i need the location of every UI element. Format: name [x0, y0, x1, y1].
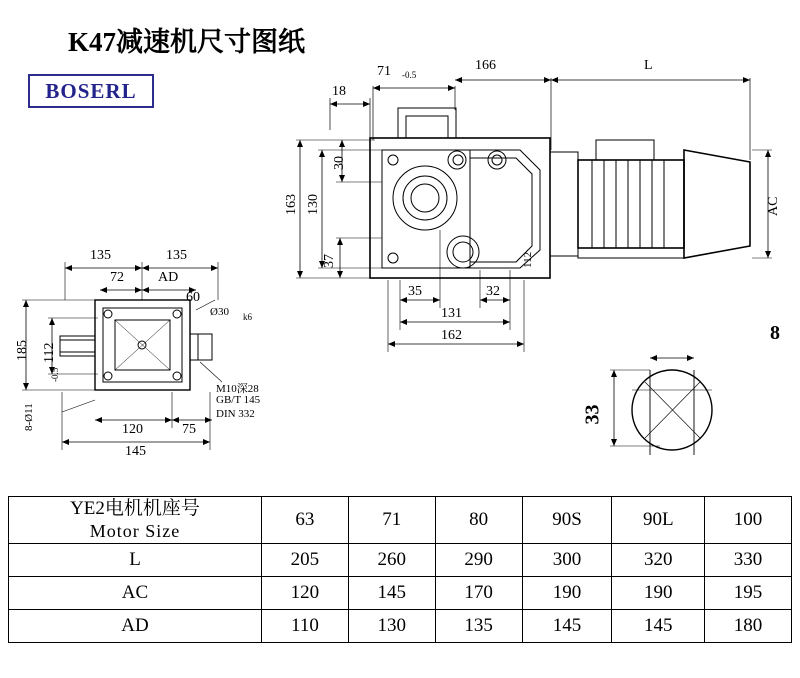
- dim-162: 162: [441, 328, 462, 343]
- cell-AD-90l: 145: [612, 610, 705, 643]
- dim-130: 130: [306, 194, 321, 215]
- brand-logo-text: BOSERL: [45, 79, 137, 103]
- cell-AD-71: 130: [348, 610, 435, 643]
- cell-L-100: 330: [705, 544, 792, 577]
- dim-135-a: 135: [90, 248, 111, 263]
- table-size-90l: 90L: [612, 497, 705, 544]
- table-row: [9, 577, 792, 610]
- cell-AC-90l: 190: [612, 577, 705, 610]
- dim-71: 71: [377, 64, 391, 79]
- cell-AD-80: 135: [435, 610, 522, 643]
- cell-AC-80: 170: [435, 577, 522, 610]
- cell-L-71: 260: [348, 544, 435, 577]
- dim-145: 145: [125, 444, 146, 459]
- motor-size-table: [8, 496, 792, 643]
- table-size-71: 71: [348, 497, 435, 544]
- row-label-AC: AC: [9, 577, 262, 610]
- dim-72: 72: [110, 270, 124, 285]
- table-header-cn: YE2电机机座号: [70, 498, 200, 519]
- dim-L: L: [644, 58, 653, 73]
- dim-shaft-dia-tol: k6: [243, 312, 252, 322]
- cell-AD-90s: 145: [522, 610, 612, 643]
- dim-166: 166: [475, 58, 496, 73]
- dim-120: 120: [122, 422, 143, 437]
- dim-112-tol: -0.5: [50, 367, 60, 382]
- dim-71-tolerance: -0.5: [402, 70, 417, 80]
- dim-135-b: 135: [166, 248, 187, 263]
- cell-L-63: 205: [262, 544, 349, 577]
- dim-131: 131: [441, 306, 462, 321]
- note-m10-depth: M10深28: [216, 383, 259, 395]
- dim-shaft-dia: Ø30: [210, 306, 229, 318]
- dim-112: 112: [42, 342, 57, 363]
- dim-37: 37: [322, 254, 337, 268]
- table-size-90s: 90S: [522, 497, 612, 544]
- dim-32: 32: [486, 284, 500, 299]
- row-label-L: L: [9, 544, 262, 577]
- dim-AD: AD: [158, 270, 179, 285]
- cell-AC-63: 120: [262, 577, 349, 610]
- note-din-standard: DIN 332: [216, 408, 255, 420]
- note-gb-standard: GB/T 145: [216, 394, 261, 406]
- cell-AD-63: 110: [262, 610, 349, 643]
- table-size-80: 80: [435, 497, 522, 544]
- table-header-cell: [9, 497, 262, 544]
- dim-8xd11: 8-Ø11: [23, 403, 35, 431]
- table-row: [9, 544, 792, 577]
- row-label-AD: AD: [9, 610, 262, 643]
- cell-L-80: 290: [435, 544, 522, 577]
- dim-185: 185: [15, 340, 30, 361]
- table-row: [9, 610, 792, 643]
- dim-35: 35: [408, 284, 422, 299]
- dim-key-8: 8: [770, 322, 780, 344]
- cell-L-90s: 300: [522, 544, 612, 577]
- dim-112-right: 112: [522, 251, 534, 268]
- table-size-63: 63: [262, 497, 349, 544]
- dim-18: 18: [332, 84, 346, 99]
- page-title: K47减速机尺寸图纸: [68, 27, 306, 57]
- table-size-100: 100: [705, 497, 792, 544]
- table-row-header: [9, 497, 792, 544]
- table-header-en: Motor Size: [89, 521, 181, 541]
- cell-AC-71: 145: [348, 577, 435, 610]
- dim-163: 163: [284, 194, 299, 215]
- dim-AC: AC: [766, 196, 781, 216]
- cell-AC-100: 195: [705, 577, 792, 610]
- cell-L-90l: 320: [612, 544, 705, 577]
- cell-AC-90s: 190: [522, 577, 612, 610]
- dim-75: 75: [182, 422, 196, 437]
- cell-AD-100: 180: [705, 610, 792, 643]
- dim-key-33: 33: [581, 404, 604, 425]
- dim-30: 30: [332, 156, 347, 170]
- dim-60: 60: [186, 290, 200, 305]
